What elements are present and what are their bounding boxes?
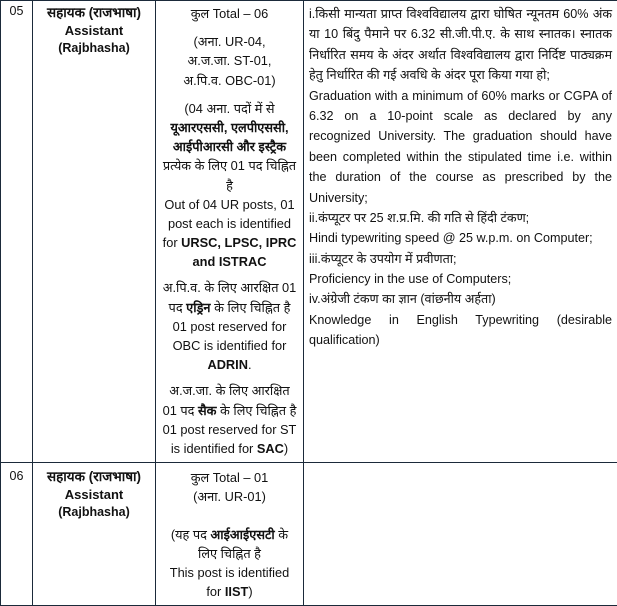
row-vacancy-details (156, 1, 304, 463)
qualification-item-english: Hindi typewriting speed @ 25 w.p.m. on Computer; (309, 228, 612, 248)
vacancy-note-english: Out of 04 UR posts, 01 post each is identified for URSC, LPSC, IPRC and ISTRAC (161, 195, 298, 272)
vacancy-note-hindi: अ.ज.जा. के लिए आरक्षित 01 पद सैक के लिए चिह्नित है (161, 381, 298, 419)
table-row (1, 1, 617, 463)
post-name-english: Assistant (38, 486, 150, 504)
vacancy-total: कुल Total – 01 (161, 468, 298, 487)
vacancy-note-english: 01 post reserved for ST is identified for SAC) (161, 420, 298, 458)
vacancy-note-english: 01 post reserved for OBC is identified for ADRIN. (161, 317, 298, 375)
post-name-sub: (Rajbhasha) (38, 40, 150, 57)
qualification-placeholder (309, 465, 612, 485)
qualification-item-hindi: ii.कंप्यूटर पर 25 श.प्र.मि. की गति से हिंदी टंकण; (309, 208, 612, 228)
qualification-item-hindi: iii.कंप्यूटर के उपयोग में प्रवीणता; (309, 249, 612, 269)
post-name-hindi: सहायक (राजभाषा) (38, 4, 150, 22)
row-post-name (33, 1, 156, 463)
row-post-name (33, 463, 156, 606)
vacancy-breakup-line: अ.ज.जा. ST-01, (161, 51, 298, 70)
vacancy-note-hindi: (04 अना. पदों में से यूआरएससी, एलपीएससी, आईपीआरसी और इस्ट्रैक प्रत्येक के लिए 01 पद चिह्नित है (161, 99, 298, 195)
row-serial-number: 06 (1, 463, 33, 606)
row-vacancy-details (156, 463, 304, 606)
qualification-item-english: Knowledge in English Typewriting (desirable qualification) (309, 310, 612, 351)
vacancy-note-english: This post is identified for IIST) (161, 563, 298, 601)
table-row (1, 463, 617, 606)
vacancy-breakup-line: (अना. UR-04, (161, 32, 298, 51)
vacancy-note-hindi: (यह पद आईआईएसटी के लिए चिह्नित है (161, 525, 298, 563)
row-qualification (304, 463, 617, 606)
vacancy-breakup-line: (अना. UR-01) (161, 487, 298, 506)
row-serial-number: 05 (1, 1, 33, 463)
vacancy-breakup-line: अ.पि.व. OBC-01) (161, 71, 298, 90)
qualification-item-english: Proficiency in the use of Computers; (309, 269, 612, 289)
post-name-sub: (Rajbhasha) (38, 504, 150, 521)
vacancy-total: कुल Total – 06 (161, 4, 298, 23)
post-name-hindi: सहायक (राजभाषा) (38, 468, 150, 486)
vacancy-note-hindi: अ.पि.व. के लिए आरक्षित 01 पद एड्रिन के लिए चिह्नित है (161, 278, 298, 316)
post-name-english: Assistant (38, 22, 150, 40)
qualification-item-hindi: i.किसी मान्यता प्राप्त विश्वविद्यालय द्वारा घोषित न्यूनतम 60% अंक या 10 बिंदु पैमाने पर 6.32 सी.जी.पी.ए. के साथ स्नातक। स्नातक निर्धारित समय के अंदर अर्थात विश्वविद्यालय द्वारा निर्दिष्ट पाठ्यक्रम हेतु निर्धारित की गई अवधि के अंदर पूरा किया गया हो; (309, 4, 612, 86)
row-qualification (304, 1, 617, 463)
qualification-item-hindi: iv.अंग्रेजी टंकण का ज्ञान (वांछनीय अर्हता) (309, 289, 612, 309)
qualification-item-english: Graduation with a minimum of 60% marks or CGPA of 6.32 on a 10-point scale as declared by any recognized University. The graduation should have been completed within the stipulated time i.e. within the duration of the course as prescribed by the University; (309, 86, 612, 208)
